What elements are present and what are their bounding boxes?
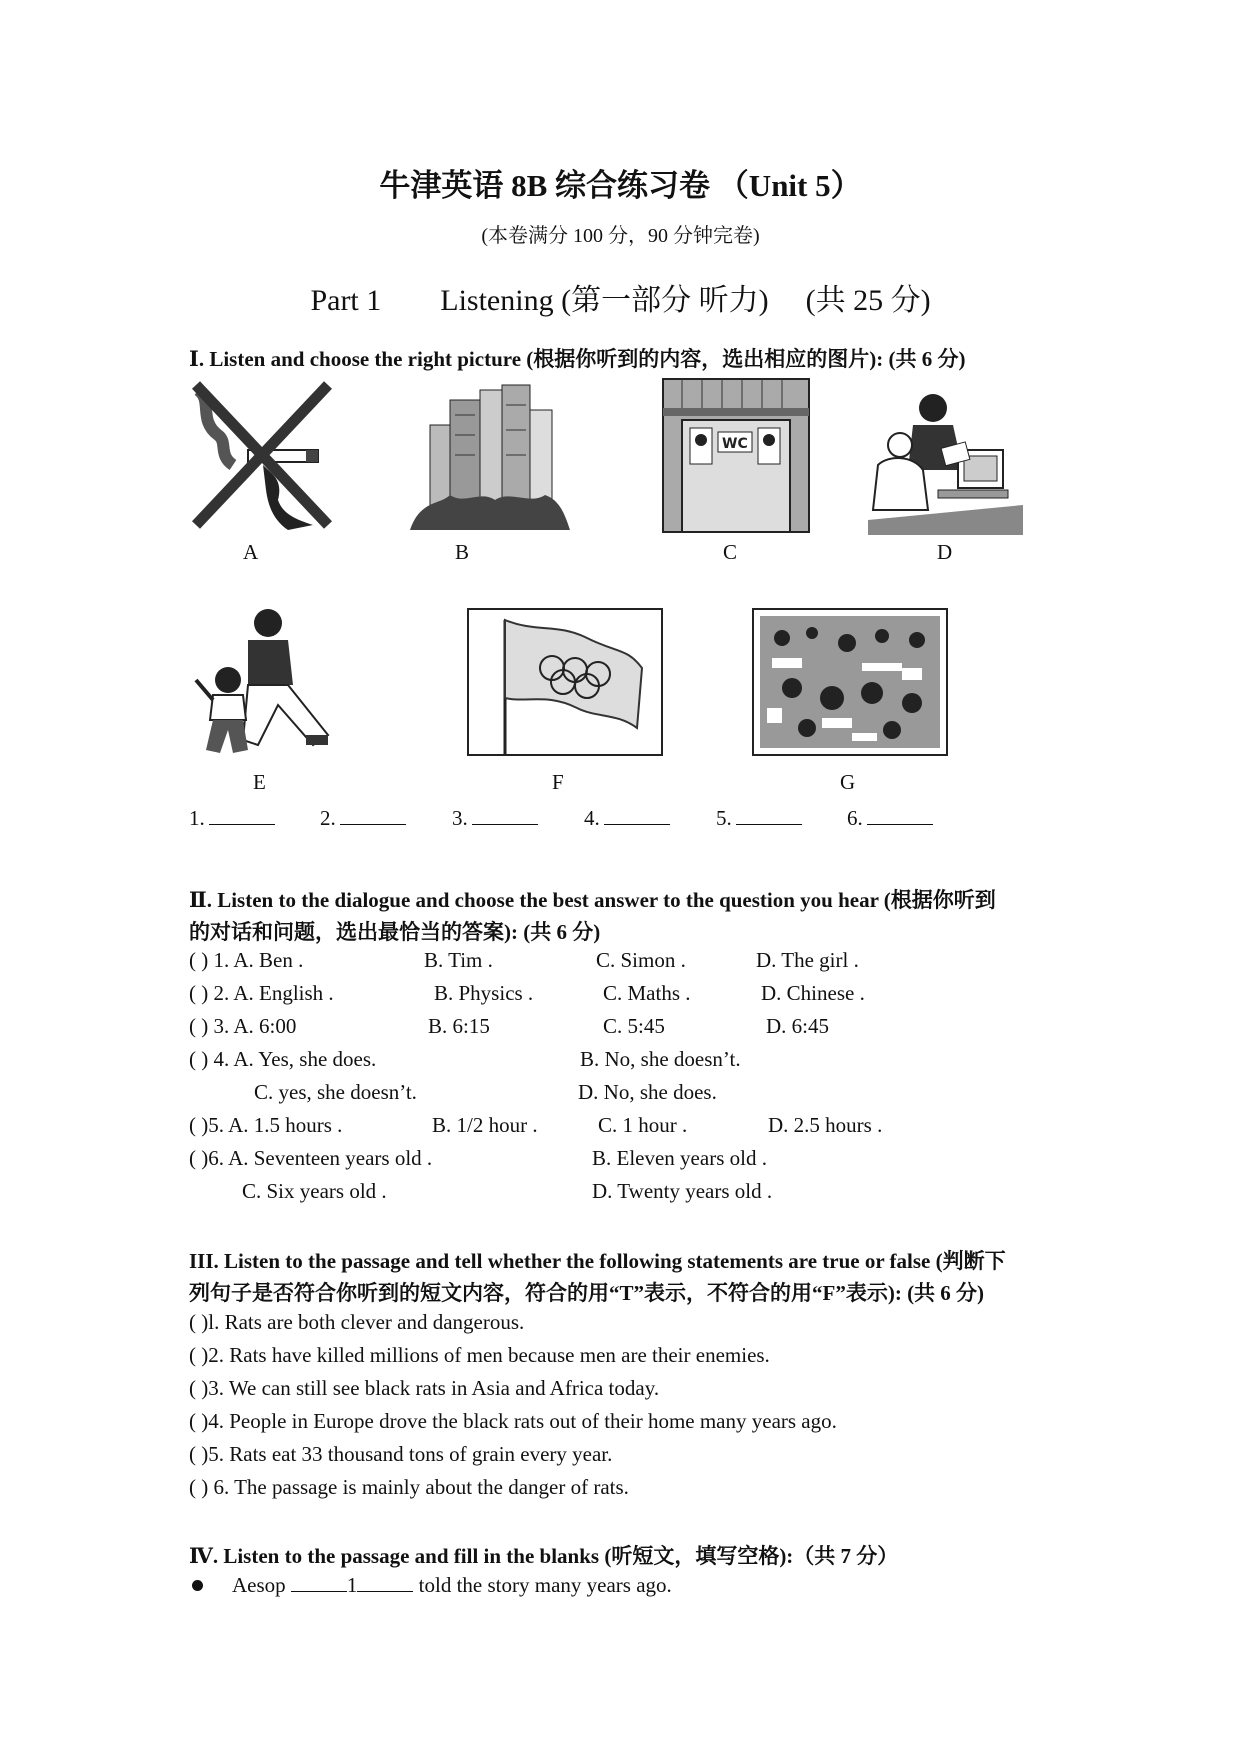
olympic-flag-icon: [467, 608, 663, 756]
picture-c: [662, 378, 810, 533]
picture-g: [752, 608, 948, 756]
tf-item-3[interactable]: ( )3. We can still see black rats in Asia and Africa today.: [189, 1376, 660, 1400]
answer-blank-2[interactable]: 2.: [320, 806, 406, 831]
office-computer-icon: [868, 390, 1023, 535]
part-score: (共 25 分): [805, 284, 931, 317]
q4-option-b[interactable]: B. No, she doesn’t.: [580, 1047, 741, 1071]
q4-option-c[interactable]: C. yes, she doesn’t.: [254, 1080, 417, 1104]
no-smoking-icon: [188, 380, 333, 530]
picture-f: [467, 608, 663, 756]
section-1-heading: Ⅰ. Listen and choose the right picture (根据你听到的内容，选出相应的图片): (共 6 分): [189, 347, 966, 371]
q2-option-b[interactable]: B. Physics .: [434, 981, 534, 1005]
mother-child-icon: [188, 605, 343, 760]
q2-option-c[interactable]: C. Maths .: [603, 981, 691, 1005]
tf-item-1[interactable]: ( )l. Rats are both clever and dangerous.: [189, 1310, 525, 1334]
picture-a: [188, 380, 333, 530]
q3-option-a[interactable]: ( ) 3. A. 6:00: [189, 1014, 297, 1038]
section-3-heading-line2: 列句子是否符合你听到的短文内容，符合的用“T”表示，不符合的用“F”表示): (共 6 分): [189, 1281, 985, 1305]
q3-option-c[interactable]: C. 5:45: [603, 1014, 665, 1038]
q5-option-b[interactable]: B. 1/2 hour .: [432, 1113, 538, 1137]
picture-e: [188, 605, 343, 760]
tf-item-5[interactable]: ( )5. Rats eat 33 thousand tons of grain every year.: [189, 1442, 613, 1466]
answer-blank-1[interactable]: 1.: [189, 806, 275, 831]
q6-option-b[interactable]: B. Eleven years old .: [592, 1146, 767, 1170]
picture-letter-a: A: [243, 540, 259, 564]
q4-option-a[interactable]: ( ) 4. A. Yes, she does.: [189, 1047, 377, 1071]
q2-option-d[interactable]: D. Chinese .: [761, 981, 865, 1005]
q5-option-c[interactable]: C. 1 hour .: [598, 1113, 688, 1137]
answer-blank-5[interactable]: 5.: [716, 806, 802, 831]
crowd-scene-icon: [752, 608, 948, 756]
q1-option-b[interactable]: B. Tim .: [424, 948, 493, 972]
page-subtitle: (本卷满分 100 分，90 分钟完卷): [481, 225, 760, 247]
q3-option-d[interactable]: D. 6:45: [766, 1014, 829, 1038]
picture-letter-g: G: [840, 770, 856, 794]
q5-option-d[interactable]: D. 2.5 hours .: [768, 1113, 883, 1137]
q4-option-d[interactable]: D. No, she does.: [578, 1080, 717, 1104]
picture-letter-f: F: [552, 770, 564, 794]
answer-blank-3[interactable]: 3.: [452, 806, 538, 831]
picture-letter-c: C: [723, 540, 738, 564]
picture-letter-e: E: [253, 770, 266, 794]
section-4-heading: Ⅳ. Listen to the passage and fill in the blanks (听短文，填写空格):（共 7 分）: [189, 1544, 899, 1568]
q1-option-d[interactable]: D. The girl .: [756, 948, 859, 972]
q6-option-d[interactable]: D. Twenty years old .: [592, 1179, 773, 1203]
tf-item-2[interactable]: ( )2. Rats have killed millions of men because men are their enemies.: [189, 1343, 770, 1367]
picture-letter-b: B: [455, 540, 470, 564]
q1-option-c[interactable]: C. Simon .: [596, 948, 686, 972]
q6-option-a[interactable]: ( )6. A. Seventeen years old .: [189, 1146, 433, 1170]
fill-blank-line-1[interactable]: Aesop 1 told the story many years ago.: [232, 1573, 672, 1597]
picture-d: [868, 390, 1023, 535]
bullet-icon: [192, 1580, 203, 1591]
section-2-heading-line2: 的对话和问题，选出最恰当的答案): (共 6 分): [189, 920, 601, 944]
blank-number: 1: [346, 1573, 358, 1597]
wc-toilet-icon: [662, 378, 810, 533]
section-3-heading-line1: III. Listen to the passage and tell whether the following statements are true or false (判断下: [189, 1249, 1006, 1273]
tf-item-6[interactable]: ( ) 6. The passage is mainly about the danger of rats.: [189, 1475, 629, 1499]
svg-text:WC: WC: [722, 436, 748, 452]
q2-option-a[interactable]: ( ) 2. A. English .: [189, 981, 334, 1005]
city-buildings-icon: [410, 380, 570, 530]
q3-option-b[interactable]: B. 6:15: [428, 1014, 490, 1038]
part-name: Listening (第一部分 听力): [440, 284, 769, 317]
part-label: Part 1: [310, 284, 382, 317]
page-title: 牛津英语 8B 综合练习卷 （Unit 5）: [379, 168, 862, 203]
answer-blank-6[interactable]: 6.: [847, 806, 933, 831]
q1-option-a[interactable]: ( ) 1. A. Ben .: [189, 948, 304, 972]
q5-option-a[interactable]: ( )5. A. 1.5 hours .: [189, 1113, 343, 1137]
section-2-heading-line1: Ⅱ. Listen to the dialogue and choose the best answer to the question you hear (根据你听到: [189, 888, 996, 912]
q6-option-c[interactable]: C. Six years old .: [242, 1179, 387, 1203]
tf-item-4[interactable]: ( )4. People in Europe drove the black rats out of their home many years ago.: [189, 1409, 837, 1433]
answer-blank-4[interactable]: 4.: [584, 806, 670, 831]
picture-b: [410, 380, 570, 530]
picture-letter-d: D: [937, 540, 953, 564]
part-heading: [0, 275, 1241, 319]
